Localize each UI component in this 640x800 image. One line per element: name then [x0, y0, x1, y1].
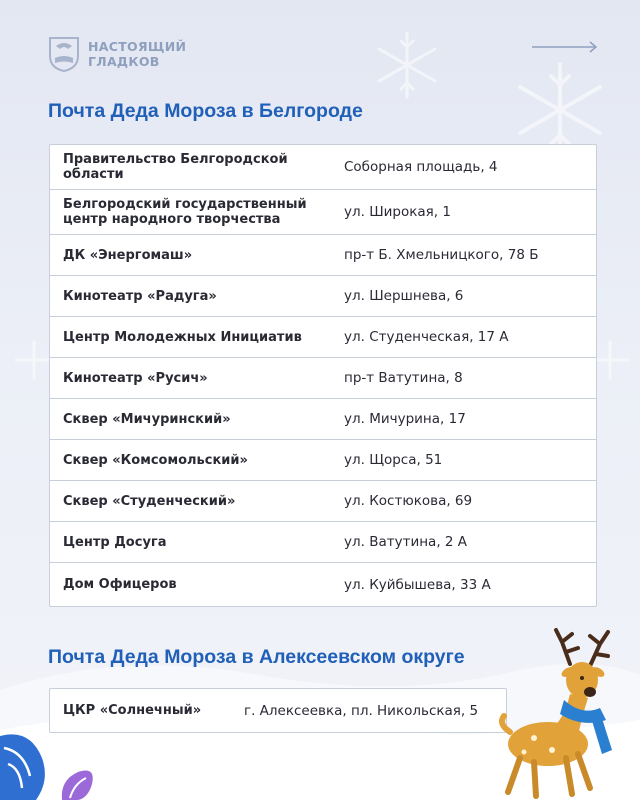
- location-name: Центр Досуга: [63, 534, 167, 550]
- location-address: Соборная площадь, 4: [344, 159, 498, 175]
- location-name: Правительство Белгородской области: [63, 152, 288, 182]
- snowflake-icon: [372, 30, 442, 100]
- brand-line-1: НАСТОЯЩИЙ: [88, 39, 187, 54]
- location-address: ул. Широкая, 1: [344, 204, 451, 220]
- belgorod-emblem-icon: [48, 36, 80, 72]
- arrow-right-icon[interactable]: [530, 40, 600, 54]
- location-address: ул. Костюкова, 69: [344, 493, 473, 509]
- location-name: Центр Молодежных Инициатив: [63, 329, 302, 345]
- location-name: Сквер «Студенческий»: [63, 493, 236, 509]
- location-name: Дом Офицеров: [63, 577, 177, 592]
- table-row: [50, 317, 596, 358]
- section-title-alekseevka: Почта Деда Мороза в Алексеевском округе: [48, 646, 465, 668]
- section-title-belgorod: Почта Деда Мороза в Белгороде: [48, 100, 363, 122]
- location-address: ул. Шершнева, 6: [344, 288, 464, 304]
- table-row: [50, 440, 596, 481]
- table-row: [50, 145, 596, 190]
- location-address: ул. Студенческая, 17 А: [344, 329, 509, 345]
- location-address: ул. Куйбышева, 33 А: [344, 576, 491, 593]
- location-name: ДК «Энергомаш»: [63, 247, 193, 263]
- table-row: [50, 522, 596, 563]
- table-row: [50, 235, 596, 276]
- location-name: Сквер «Комсомольский»: [63, 452, 248, 468]
- location-name: ЦКР «Солнечный»: [63, 703, 202, 718]
- location-name: Сквер «Мичуринский»: [63, 411, 231, 427]
- table-row: [50, 276, 596, 317]
- table-row: [50, 358, 596, 399]
- location-name: Кинотеатр «Радуга»: [63, 288, 217, 304]
- location-address: ул. Щорса, 51: [344, 452, 443, 468]
- location-address: пр-т Ватутина, 8: [344, 370, 463, 386]
- table-row: [50, 190, 596, 235]
- belgorod-locations-table: [49, 144, 597, 607]
- location-name: Кинотеатр «Русич»: [63, 370, 208, 386]
- reindeer-illustration: [478, 624, 628, 800]
- snowflake-icon: [14, 340, 54, 380]
- location-address: г. Алексеевка, пл. Никольская, 5: [244, 702, 479, 719]
- alekseevka-locations-table: [49, 688, 507, 733]
- location-address: ул. Ватутина, 2 А: [344, 534, 468, 550]
- table-row: [50, 563, 596, 606]
- table-row: [50, 481, 596, 522]
- location-address: пр-т Б. Хмельницкого, 78 Б: [344, 247, 539, 263]
- table-row: [50, 689, 506, 732]
- location-address: ул. Мичурина, 17: [344, 411, 466, 427]
- table-row: [50, 399, 596, 440]
- location-name: Белгородский государственный центр народного творчества: [63, 197, 307, 227]
- brand-line-2: ГЛАДКОВ: [88, 54, 160, 69]
- brand-header: [48, 36, 186, 72]
- decorative-leaves-icon: [0, 718, 100, 800]
